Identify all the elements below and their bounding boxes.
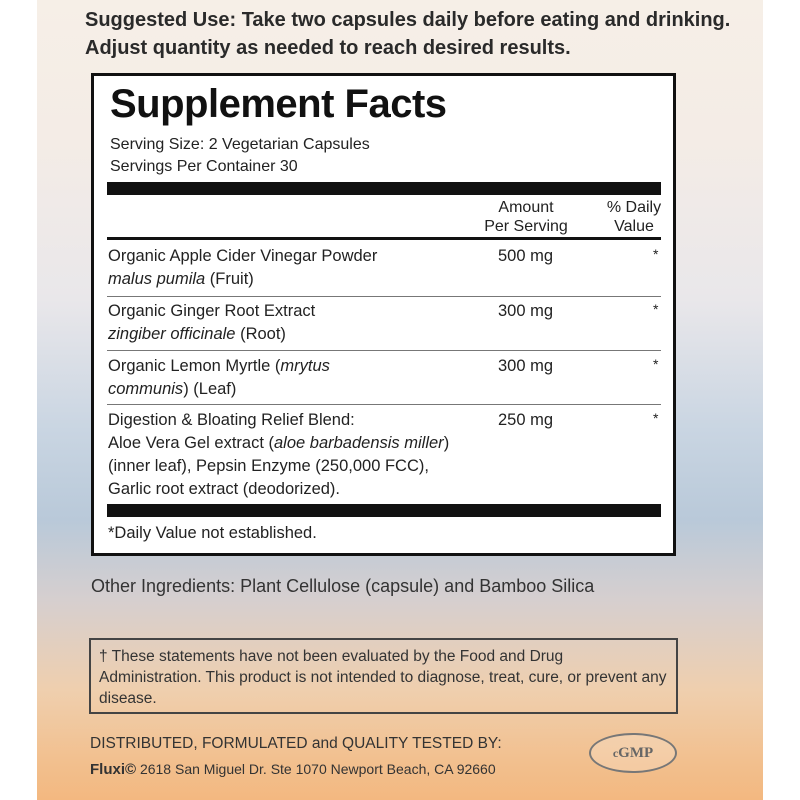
distributed-by: DISTRIBUTED, FORMULATED and QUALITY TESTED BY: (90, 735, 502, 752)
cgmp-text: GMP (618, 744, 654, 761)
dv-header-line1: % Daily (606, 199, 662, 216)
ingredient-amount: 500 mg (498, 247, 554, 265)
ingredient-title: Organic Lemon Myrtle ( (108, 357, 281, 375)
cgmp-c: c (612, 745, 619, 760)
ingredient-title: Organic Apple Cider Vinegar Powder (108, 247, 378, 265)
ingredient-latin: malus pumila (108, 270, 206, 288)
row-divider (107, 404, 661, 405)
serving-size: Serving Size: 2 Vegetarian Capsules (110, 136, 370, 153)
brand-name: Fluxi© (90, 761, 137, 778)
daily-value-footnote: *Daily Value not established. (108, 524, 317, 542)
blend-dv: * (653, 410, 659, 426)
ingredient-latin: mrytus (280, 357, 330, 375)
header-divider (107, 237, 661, 240)
blend-latin: aloe barbadensis miller (274, 434, 444, 452)
row-divider (107, 296, 661, 297)
ingredient-amount: 300 mg (498, 357, 554, 375)
cgmp-badge (589, 733, 677, 773)
blend-amount: 250 mg (498, 411, 554, 429)
address-text: 2618 San Miguel Dr. Ste 1070 Newport Beach, CA 92660 (136, 761, 496, 777)
facts-title: Supplement Facts (110, 82, 447, 126)
ingredient-amount: 300 mg (498, 302, 554, 320)
daily-value-header (594, 198, 674, 236)
amount-header-line1: Amount (498, 199, 554, 216)
amount-header-line2: Per Serving (484, 218, 568, 235)
ingredient-latin: zingiber officinale (108, 325, 236, 343)
company-address (90, 761, 496, 778)
blend-line3: (inner leaf), Pepsin Enzyme (250,000 FCC), (108, 457, 429, 475)
blend-line4: Garlic root extract (deodorized). (108, 480, 341, 498)
other-ingredients: Other Ingredients: Plant Cellulose (capsule) and Bamboo Silica (91, 576, 595, 596)
ingredient-dv: * (653, 356, 659, 372)
servings-per-container: Servings Per Container 30 (110, 158, 298, 175)
amount-header (482, 198, 570, 236)
ingredient-title: Organic Ginger Root Extract (108, 302, 316, 320)
blend-title: Digestion & Bloating Relief Blend: (108, 411, 355, 429)
ingredient-part: ) (Leaf) (183, 380, 237, 398)
row-divider (107, 350, 661, 351)
blend-line2: Aloe Vera Gel extract ( (108, 434, 274, 452)
ingredient-name (108, 355, 438, 401)
thick-divider-bottom (107, 504, 661, 517)
supplement-facts-panel (91, 73, 676, 556)
dv-header-line2: Value (614, 218, 654, 235)
ingredient-dv: * (653, 246, 659, 262)
blend-line2-end: ) (443, 434, 450, 452)
suggested-use-text: Suggested Use: Take two capsules daily before eating and drinking. Adjust quantity as needed to reach desired results. (85, 9, 731, 59)
fda-disclaimer: † These statements have not been evaluated by the Food and Drug Administration. This product is not intended to diagnose, treat, cure, or prevent any disease. (89, 638, 678, 714)
ingredient-latin-cont: communis (108, 380, 184, 398)
ingredient-name (108, 300, 438, 346)
ingredient-part: (Fruit) (205, 270, 254, 288)
ingredient-part: (Root) (235, 325, 286, 343)
ingredient-name (108, 245, 438, 291)
ingredient-dv: * (653, 301, 659, 317)
thick-divider (107, 182, 661, 195)
